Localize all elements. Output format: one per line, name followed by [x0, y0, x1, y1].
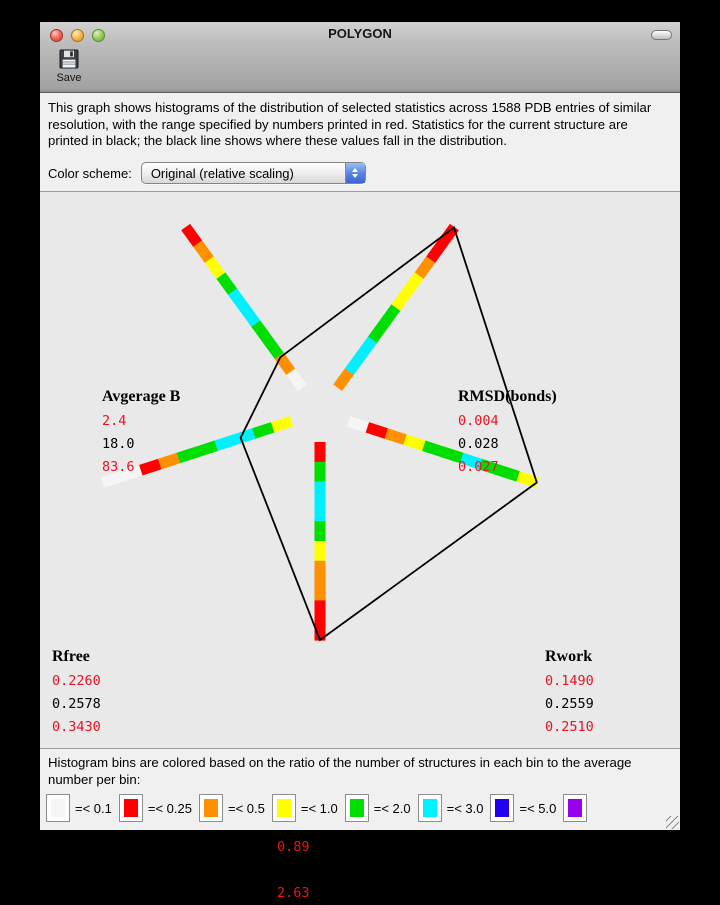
- legend-swatch-3: [272, 794, 296, 822]
- color-scheme-select[interactable]: [141, 162, 366, 184]
- save-button-label: Save: [56, 72, 82, 84]
- color-scheme-row: [48, 162, 366, 184]
- legend-swatch-5: [418, 794, 442, 822]
- legend-swatch-color-icon: [568, 799, 582, 817]
- axis-min-value: 0.004: [458, 413, 499, 429]
- legend-swatch-color-icon: [277, 799, 291, 817]
- legend-text: Histogram bins are colored based on the ratio of the number of structures in each bin to the average number per bin:: [48, 755, 632, 787]
- color-scheme-selected-value: Original (relative scaling): [150, 165, 294, 181]
- axis-max-value: 2.63: [277, 885, 310, 901]
- axis-label: RMSD(bonds): [458, 388, 557, 405]
- axis-min-value: 0.2260: [52, 673, 101, 689]
- legend-row: [46, 794, 680, 822]
- legend-swatch-color-icon: [124, 799, 138, 817]
- axis-current-value: 0.2578: [52, 696, 101, 712]
- legend-bin-label: =< 1.0: [300, 800, 338, 816]
- axis-current-value: 0.028: [458, 436, 499, 452]
- axis-block-rmsd-bonds: [458, 388, 557, 479]
- axis-current-value: 18.0: [102, 436, 135, 452]
- description-text: This graph shows histograms of the distribution of selected statistics across 1588 PDB entries of similar resolution, with the range specified by numbers printed in red. Statistics for the current structure are printed in black; the black line shows where these values fall in the distribution.: [48, 100, 652, 148]
- legend-bin-label: =< 3.0: [446, 800, 484, 816]
- legend-swatch-color-icon: [423, 799, 437, 817]
- legend-swatch-2: [199, 794, 223, 822]
- floppy-save-icon: [57, 47, 81, 71]
- resize-grip[interactable]: [666, 816, 679, 829]
- axis-min-value: 0.1490: [545, 673, 594, 689]
- axis-block-rfree: [52, 648, 101, 739]
- axis-max-value: 0.027: [458, 459, 499, 475]
- axis-min-value: 0.89: [277, 839, 310, 855]
- axis-label: Avgerage B: [102, 388, 181, 405]
- legend-bin-label: =< 0.5: [227, 800, 265, 816]
- titlebar[interactable]: [40, 22, 680, 93]
- axis-label: Rwork: [545, 648, 593, 665]
- axis-max-value: 0.2510: [545, 719, 594, 735]
- legend-bin-label: =< 2.0: [373, 800, 411, 816]
- legend-panel: [40, 748, 680, 830]
- legend-swatch-color-icon: [350, 799, 364, 817]
- description-panel: [40, 93, 680, 192]
- legend-swatch-7: [563, 794, 587, 822]
- window-title: POLYGON: [328, 26, 392, 41]
- legend-swatch-color-icon: [495, 799, 509, 817]
- histogram-arm: [181, 224, 307, 391]
- polygon-window: [40, 22, 680, 901]
- axis-block-average-b: [102, 388, 180, 479]
- legend-swatch-color-icon: [51, 799, 65, 817]
- save-button[interactable]: [48, 47, 90, 84]
- legend-bin-label: =< 0.25: [147, 800, 192, 816]
- toolbar-toggle-pill[interactable]: [651, 30, 672, 40]
- legend-swatch-1: [119, 794, 143, 822]
- legend-bin-label: =< 5.0: [519, 800, 557, 816]
- color-scheme-label: Color scheme:: [48, 165, 132, 181]
- legend-swatch-6: [490, 794, 514, 822]
- histogram-arm: [315, 442, 326, 641]
- legend-swatch-0: [46, 794, 70, 822]
- axis-block-rwork: [545, 648, 594, 739]
- legend-swatch-color-icon: [204, 799, 218, 817]
- histogram-arm: [333, 224, 459, 391]
- popup-arrows-icon: [345, 163, 365, 183]
- axis-max-value: 83.6: [102, 459, 135, 475]
- legend-bin-label: =< 0.1: [75, 800, 112, 816]
- axis-min-value: 2.4: [102, 413, 127, 429]
- axis-max-value: 0.3430: [52, 719, 101, 735]
- axis-current-value: 4.52: [277, 862, 310, 878]
- axis-label: Rfree: [52, 648, 90, 665]
- axis-current-value: 0.2559: [545, 696, 594, 712]
- legend-swatch-4: [345, 794, 369, 822]
